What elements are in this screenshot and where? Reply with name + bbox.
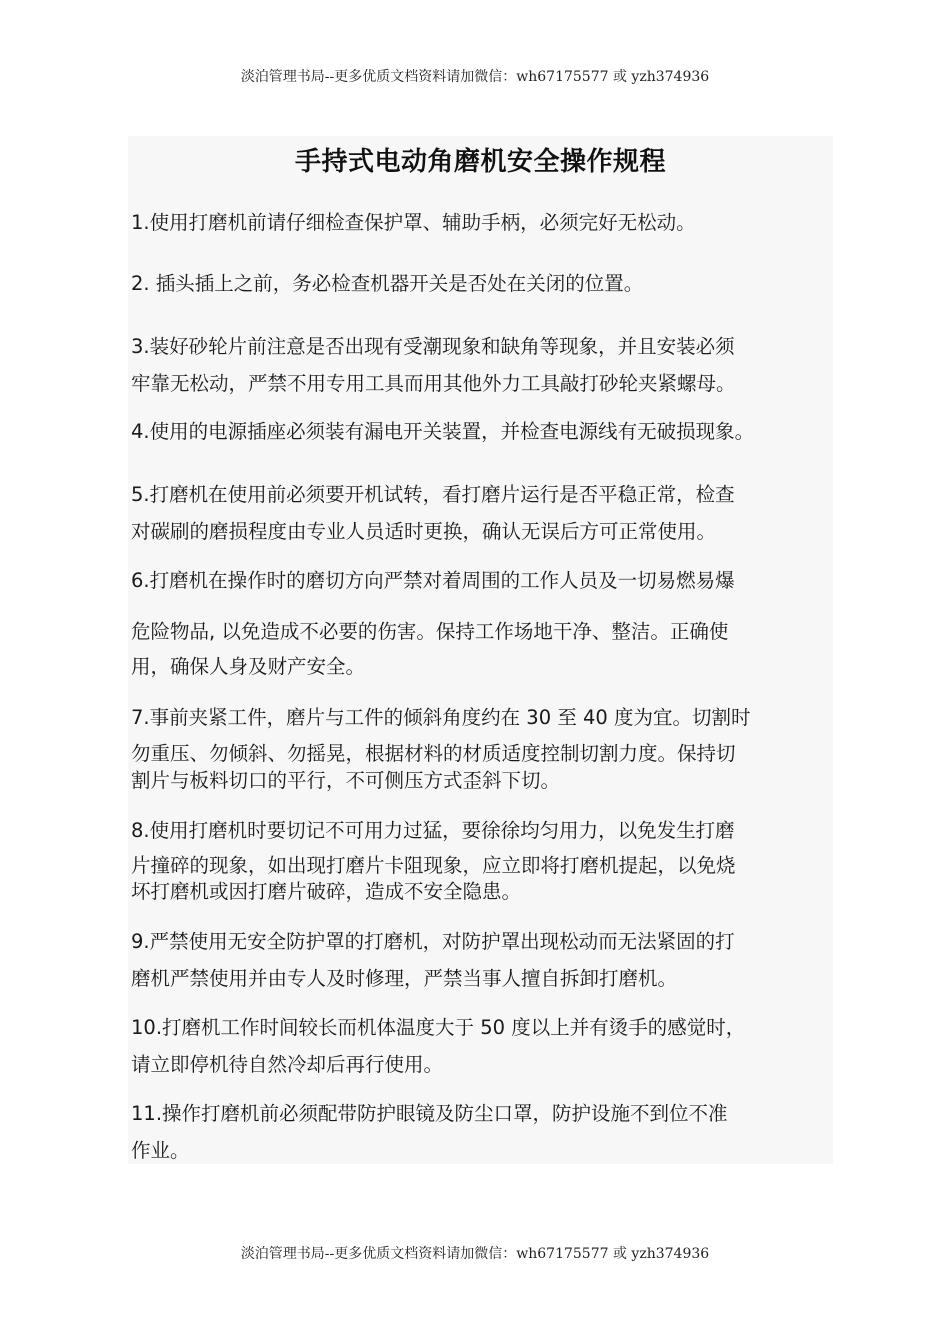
rule-line-18: 磨机严禁使用并由专人及时修理，严禁当事人擅自拆卸打磨机。 (131, 967, 678, 990)
rule-line-2: 2. 插头插上之前，务必检查机器开关是否处在关闭的位置。 (131, 272, 644, 295)
rule-line-11: 7.事前夹紧工件，磨片与工件的倾斜角度约在 30 至 40 度为宜。切割时 (131, 706, 751, 729)
rule-line-22: 作业。 (131, 1139, 190, 1162)
rule-line-10: 用，确保人身及财产安全。 (131, 655, 366, 678)
rule-line-19: 10.打磨机工作时间较长而机体温度大于 50 度以上并有烫手的感觉时， (131, 1016, 746, 1039)
rule-line-3: 3.装好砂轮片前注意是否出现有受潮现象和缺角等现象，并且安装必须 (131, 335, 735, 358)
rule-line-15: 片撞碎的现象，如出现打磨片卡阻现象，应立即将打磨机提起，以免烧 (131, 854, 736, 877)
rule-line-21: 11.操作打磨机前必须配带防护眼镜及防尘口罩，防护设施不到位不准 (131, 1102, 728, 1125)
rule-line-6: 5.打磨机在使用前必须要开机试转，看打磨片运行是否平稳正常，检查 (131, 483, 735, 506)
page-footer-note: 淡泊管理书局--更多优质文档资料请加微信：wh67175577 或 yzh374936 (240, 1246, 710, 1262)
rule-line-5: 4.使用的电源插座必须装有漏电开关装置，并检查电源线有无破损现象。 (131, 420, 755, 443)
page-header-note: 淡泊管理书局--更多优质文档资料请加微信：wh67175577 或 yzh374936 (240, 69, 710, 85)
document-title: 手持式电动角磨机安全操作规程 (294, 147, 666, 177)
rule-line-7: 对碳刷的磨损程度由专业人员适时更换，确认无误后方可正常使用。 (131, 520, 717, 543)
rule-line-8: 6.打磨机在操作时的磨切方向严禁对着周围的工作人员及一切易燃易爆 (131, 569, 735, 592)
rule-line-20: 请立即停机待自然冷却后再行使用。 (131, 1053, 444, 1076)
rule-line-14: 8.使用打磨机时要切记不可用力过猛，要徐徐均匀用力，以免发生打磨 (131, 819, 735, 842)
document-body (128, 136, 833, 1164)
rule-line-13: 割片与板料切口的平行，不可侧压方式歪斜下切。 (131, 769, 561, 792)
rule-line-16: 坏打磨机或因打磨片破碎，造成不安全隐患。 (131, 880, 522, 903)
rule-line-4: 牢靠无松动，严禁不用专用工具而用其他外力工具敲打砂轮夹紧螺母。 (131, 372, 736, 395)
rule-line-9: 危险物品, 以免造成不必要的伤害。保持工作场地干净、整洁。正确使 (131, 620, 729, 643)
rule-line-1: 1.使用打磨机前请仔细检查保护罩、辅助手柄，必须完好无松动。 (131, 211, 696, 234)
rule-line-12: 勿重压、勿倾斜、勿摇晃，根据材料的材质适度控制切割力度。保持切 (131, 742, 736, 765)
rule-line-17: 9.严禁使用无安全防护罩的打磨机，对防护罩出现松动而无法紧固的打 (131, 930, 735, 953)
